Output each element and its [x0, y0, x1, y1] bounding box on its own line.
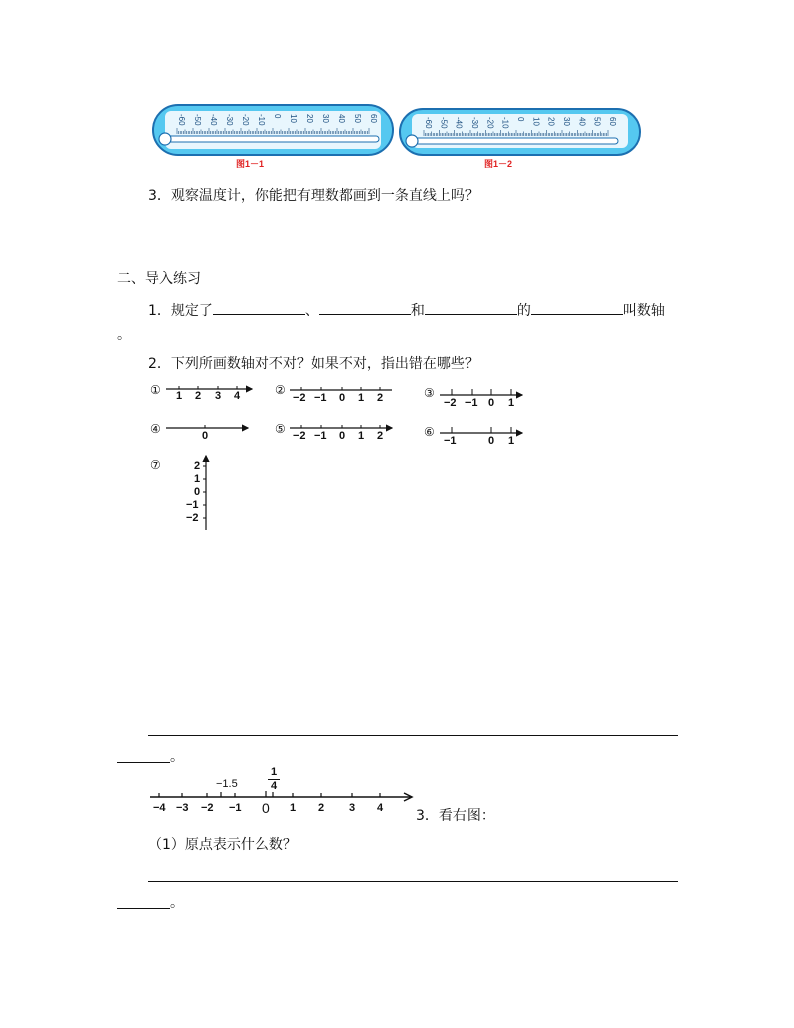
- axis-7-label: −1: [186, 499, 199, 511]
- answer-line-1[interactable]: [148, 735, 678, 736]
- marker-6: ⑥: [424, 425, 435, 439]
- answer-blank-3[interactable]: [425, 300, 517, 315]
- question-3-thermometer: 3．观察温度计，你能把有理数都画到一条直线上吗？: [148, 188, 479, 204]
- fraction-numerator: 1: [271, 766, 278, 778]
- thermometer-scale-label: 0: [273, 114, 282, 119]
- axis-2-label: 2: [377, 392, 384, 404]
- axis-2-label: −1: [314, 392, 327, 404]
- axis-3-label: −1: [465, 397, 478, 409]
- thermometer-figure-2: [398, 107, 642, 157]
- thermometer-scale-label: -30: [470, 117, 479, 129]
- question-1-end: 。: [117, 327, 131, 343]
- number-line-ticks: [159, 791, 380, 797]
- thermometer-scale-label: -10: [257, 114, 266, 126]
- axis-5-label: 0: [339, 430, 346, 442]
- axis-3-label: 0: [488, 397, 495, 409]
- thermometer-scale-label: 10: [289, 114, 298, 123]
- marker-2: ②: [275, 383, 286, 397]
- thermometer-scale-label: -20: [485, 117, 495, 129]
- thermometer-scale-label: 20: [546, 117, 556, 126]
- question-1-prefix: 1．规定了: [148, 303, 213, 319]
- thermometer-scale-label: -40: [454, 117, 464, 129]
- thermometer-scale-label: 0: [516, 117, 525, 122]
- axis-6-ticks: [452, 427, 511, 433]
- thermometer-scale-label: 30: [321, 114, 330, 123]
- axis-5-label: −2: [293, 430, 306, 442]
- thermometer-caption-2: 图1－2: [484, 159, 513, 169]
- axis-1-ticks: [179, 386, 237, 389]
- axis-5-label: 2: [377, 430, 384, 442]
- axis-7-label: 0: [194, 486, 201, 498]
- answer-2-end: 。: [170, 895, 184, 911]
- thermometer-scale-label: 60: [369, 114, 378, 123]
- axis-5-label: 1: [358, 430, 365, 442]
- fraction-denominator: 4: [271, 780, 278, 792]
- answer-line-1-continued[interactable]: [117, 762, 170, 763]
- axis-3-label: 1: [508, 397, 515, 409]
- number-line-label: 3: [349, 802, 356, 814]
- axis-7-label: −2: [186, 512, 199, 524]
- axis-2-label: −2: [293, 392, 306, 404]
- axis-5-ticks: [301, 425, 380, 428]
- thermometer-scale-label: -50: [439, 117, 449, 129]
- axis-3-label: −2: [444, 397, 457, 409]
- thermometer-scale-label: -50: [193, 114, 202, 126]
- number-line-label: 1: [290, 802, 297, 814]
- marker-4: ④: [150, 422, 161, 436]
- thermometer-scale-label: -60: [177, 114, 186, 126]
- thermometer-scale-label: 20: [305, 114, 314, 123]
- axis-4-label: 0: [202, 430, 209, 442]
- thermometer-figure-1: [151, 103, 395, 157]
- axis-3-ticks: [452, 389, 511, 395]
- question-1: [148, 300, 665, 320]
- question-3-title: 3．看右图：: [416, 808, 495, 824]
- number-line-label: −2: [201, 802, 214, 814]
- thermometer-scale-label: -40: [209, 114, 218, 126]
- section-2-title: 二、导入练习: [117, 271, 201, 287]
- number-line-label-minus-1-5: −1.5: [216, 778, 238, 790]
- answer-blank-2[interactable]: [319, 300, 411, 315]
- number-line-label: −1: [229, 802, 242, 814]
- thermometer-scale-label: -10: [500, 117, 510, 129]
- answer-line-2-continued[interactable]: [117, 908, 170, 909]
- number-line-label: −4: [153, 802, 166, 814]
- number-line-label: 4: [377, 802, 384, 814]
- thermometer-scale-label: 50: [353, 114, 362, 123]
- thermometer-scale-label: -20: [241, 114, 250, 126]
- axis-1-label: 2: [195, 390, 202, 402]
- axis-7-ticks: [203, 466, 206, 518]
- question-1-suffix: 叫数轴: [622, 303, 665, 319]
- thermometer-scale-label: -30: [225, 114, 234, 126]
- axis-7-label: 1: [194, 473, 201, 485]
- number-line-label-origin: 0: [262, 800, 270, 816]
- axis-1-label: 3: [215, 390, 222, 402]
- thermometer-scale-label: 60: [608, 117, 617, 126]
- axis-7-label: 2: [194, 460, 201, 472]
- thermometer-caption-1: 图1－1: [236, 159, 265, 169]
- axis-2-label: 0: [339, 392, 346, 404]
- axis-5-label: −1: [314, 430, 327, 442]
- axis-1-label: 1: [176, 390, 183, 402]
- marker-1: ①: [150, 383, 161, 397]
- number-line-label: −3: [176, 802, 189, 814]
- marker-5: ⑤: [275, 422, 286, 436]
- question-1-sep3: 的: [516, 303, 531, 319]
- axis-6-label: 1: [508, 435, 515, 447]
- question-2: 2．下列所画数轴对不对？如果不对，指出错在哪些？: [148, 356, 479, 372]
- thermometer-scale-label: 50: [592, 117, 602, 126]
- axis-6-label: 0: [488, 435, 495, 447]
- axis-1-label: 4: [234, 390, 241, 402]
- axis-2-label: 1: [358, 392, 365, 404]
- question-3-sub-1: （1）原点表示什么数？: [148, 837, 297, 853]
- question-1-sep2: 和: [410, 303, 425, 319]
- marker-7: ⑦: [150, 458, 161, 472]
- thermometer-scale-label: -60: [424, 117, 433, 129]
- thermometer-scale-label: 10: [531, 117, 541, 126]
- number-line-label: 2: [318, 802, 325, 814]
- thermometer-scale-label: 40: [337, 114, 346, 123]
- axis-6-label: −1: [444, 435, 457, 447]
- answer-blank-1[interactable]: [213, 300, 305, 315]
- answer-1-end: 。: [170, 749, 184, 765]
- question-1-sep1: 、: [304, 303, 319, 319]
- marker-3: ③: [424, 386, 435, 400]
- answer-blank-4[interactable]: [531, 300, 623, 315]
- axis-2-ticks: [301, 387, 380, 390]
- thermometer-scale-label: 30: [562, 117, 571, 126]
- answer-line-2[interactable]: [148, 881, 678, 882]
- thermometer-scale-label: 40: [577, 117, 587, 126]
